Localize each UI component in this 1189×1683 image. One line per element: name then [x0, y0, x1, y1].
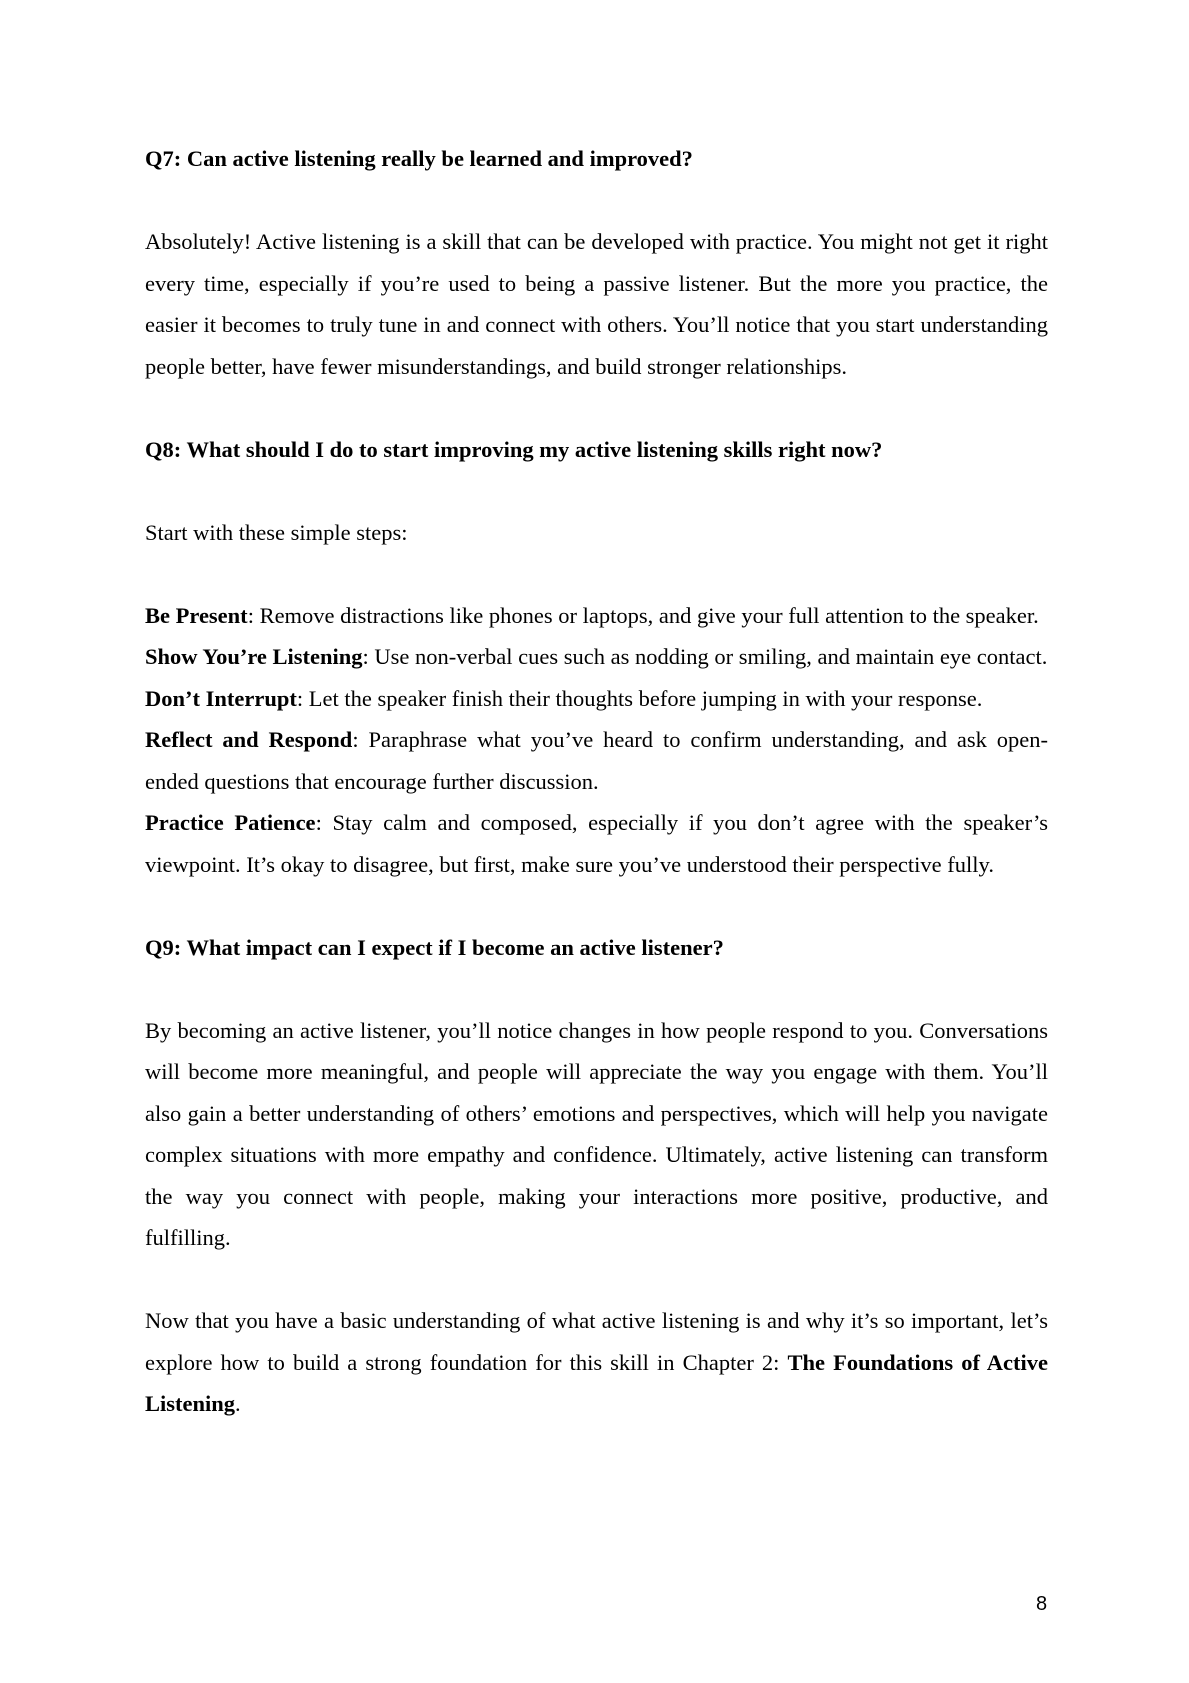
step-text: : Remove distractions like phones or laptops, and give your full attention to the speaker.: [247, 602, 1039, 628]
step-text: : Stay calm and composed, especially if you don’t agree with the speaker’s viewpoint. It’s okay to disagree, but first, make sure you’ve understood their perspective fully.: [145, 810, 1048, 877]
step-term: Show You’re Listening: [145, 644, 363, 669]
q9-question: Q9: What impact can I expect if I become an active listener?: [145, 934, 724, 960]
step-text: : Paraphrase what you’ve heard to confirm understanding, and ask open-ended questions that encourage further discussion.: [145, 727, 1048, 794]
step-item: [145, 719, 1048, 802]
spacer: [145, 1259, 1048, 1301]
spacer: [145, 553, 1048, 595]
step-item: [145, 636, 1048, 678]
closing-paragraph: [145, 1300, 1048, 1425]
q8-intro: Start with these simple steps:: [145, 519, 408, 545]
q8-question: Q8: What should I do to start improving my active listening skills right now?: [145, 436, 883, 462]
step-term: Don’t Interrupt: [145, 685, 297, 711]
q7-answer: Absolutely! Active listening is a skill that can be developed with practice. You might not get it right every time, especially if you’re used to being a passive listener. But the more you practice, the easier it becomes to truly tune in and connect with others. You’ll notice that you start understanding people better, have fewer misunderstandings, and build stronger relationships.: [145, 229, 1048, 379]
spacer: [145, 470, 1048, 512]
step-item: [145, 595, 1048, 637]
closing-end: .: [235, 1391, 241, 1416]
step-term: Practice Patience: [145, 810, 316, 835]
chapter-title: The Foundations of Active Listening: [145, 1349, 1048, 1416]
step-item: [145, 802, 1048, 885]
step-text: : Use non-verbal cues such as nodding or smiling, and maintain eye contact.: [362, 644, 1048, 669]
step-item: [145, 678, 1048, 720]
spacer: [145, 968, 1048, 1010]
page-content: [145, 138, 1048, 1425]
step-text: : Let the speaker finish their thoughts before jumping in with your response.: [296, 685, 983, 711]
step-term: Reflect and Respond: [145, 727, 353, 752]
q7-question: Q7: Can active listening really be learned and improved?: [145, 146, 693, 171]
spacer: [145, 180, 1048, 222]
step-term: Be Present: [145, 602, 248, 628]
spacer: [145, 387, 1048, 429]
closing-text: Now that you have a basic understanding of what active listening is and why it’s so important, let’s explore how to build a strong foundation for this skill in Chapter 2:: [145, 1308, 1048, 1375]
spacer: [145, 885, 1048, 927]
q9-answer: By becoming an active listener, you’ll notice changes in how people respond to you. Conversations will become more meaningful, and people will appreciate the way you engage with them. You’ll also gain a better understanding of others’ emotions and perspectives, which will help you navigate complex situations with more empathy and confidence. Ultimately, active listening can transform the way you connect with people, making your interactions more positive, productive, and fulfilling.: [145, 1017, 1048, 1250]
page-number: 8: [1036, 1593, 1048, 1615]
